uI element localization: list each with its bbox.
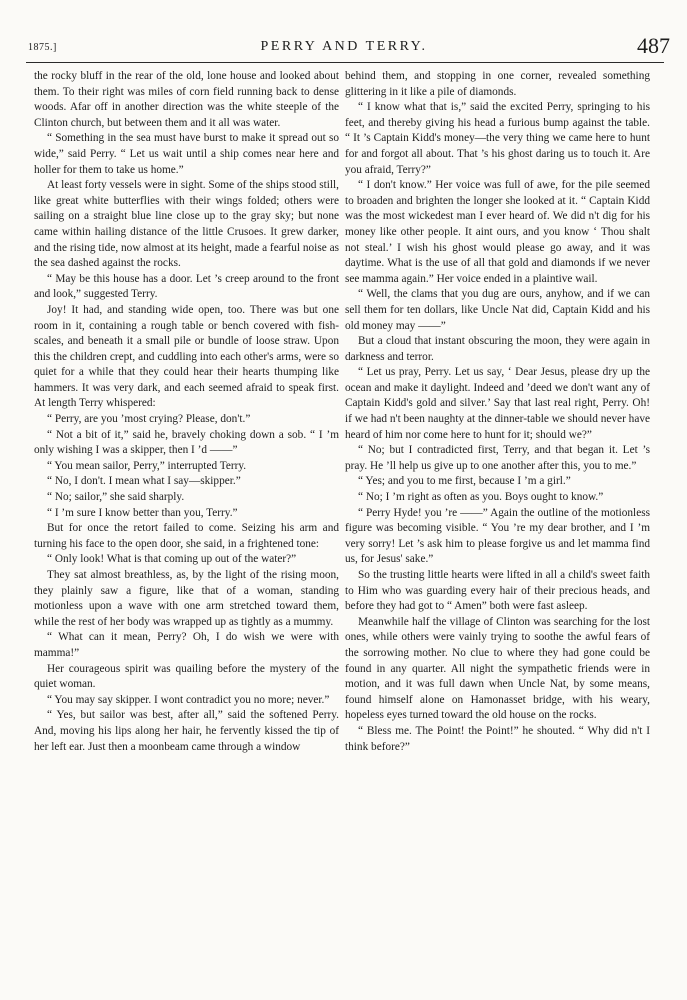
running-title: PERRY AND TERRY. <box>260 39 428 54</box>
paragraph: Joy! It had, and standing wide open, too. There was but one room in it, containing a rough table or bench covered with fish-scales, and beneath it a small pile or bundle of loose straw. Upon this the children crept, and cuddling into each other's arms, were so quiet for a while that they could hear their hearts thumping like hammers. It was very dark, and each seemed afraid to speak first. At length Terry whispered: <box>34 303 339 410</box>
right-column <box>345 69 650 755</box>
page-header <box>24 33 670 62</box>
paragraph: behind them, and stopping in one corner, revealed something glittering in it like a pile of diamonds. <box>345 70 650 98</box>
paragraph: But for once the retort failed to come. Seizing his arm and turning his face to the open door, she said, in a frightened tone: <box>34 522 339 550</box>
paragraph: At least forty vessels were in sight. Some of the ships stood still, like great white butterflies with their wings folded; others were sailing on a straight blue line close up to the gray sky; but none came within hailing distance of the little Crusoes. It grew darker, and the rising tide, now almost at its height, made a fearful noise as the sea dashed against the rocks. <box>34 179 339 270</box>
paragraph: “ May be this house has a door. Let ’s creep around to the front and look,” suggested Terry. <box>34 272 339 301</box>
paragraph: “ I know what that is,” said the excited Perry, springing to his feet, and thereby giving his head a furious bump against the table. “ It ’s Captain Kidd's money—the very thing we came here to hunt for and forgot all about. That ’s his ghost daring us to touch it. Are you afraid, Terry?” <box>345 101 650 176</box>
paragraph: “ I don't know.” Her voice was full of awe, for the pile seemed to broaden and brighten the longer she looked at it. “ Captain Kidd was the most wickedest man I ever heard of. We did n't dig for his money like other people. It aint ours, and you know ‘ Thou shalt not steal.’ I wish his ghost would please go away, and it was daytime. What is the use of all that gold and diamonds if we never see mamma again.” Her voice ended in a plaintive wail. <box>345 179 650 285</box>
paragraph: Meanwhile half the village of Clinton was searching for the lost ones, while others were vainly trying to soothe the awful fears of the sorrowing mother. No clue to where they had gone could be found in any quarter. All night the sympathetic friends were in motion, and it was full dawn when Uncle Nat, by some means, found himself alone on Hamonasset bridge, with his weary, hopeless eyes turned toward the old house on the rocks. <box>345 615 650 722</box>
paragraph: “ No, I don't. I mean what I say—skipper.” <box>47 475 241 488</box>
paragraph: “ Well, the clams that you dug are ours, anyhow, and if we can sell them for ten dollars, like Uncle Nat did, Captain Kidd and his old money may ——” <box>345 288 650 332</box>
paragraph: “ Perry Hyde! you ’re ——” Again the outline of the motionless figure was becoming visible. “ You ’re my dear brother, and I ’m very sorry! Let ’s ask him to please forgive us and let mamma find us, for Jesus' sake.” <box>345 506 650 566</box>
paragraph: “ Yes, but sailor was best, after all,” said the softened Perry. And, moving his lips along her hair, he fervently kissed the tip of her left ear. Just then a moonbeam came through a window <box>34 709 339 753</box>
page-number: 487 <box>637 33 670 58</box>
paragraph: “ Yes; and you to me first, because I ’m a girl.” <box>358 475 571 488</box>
left-column <box>34 69 339 755</box>
paragraph: “ You may say skipper. I wont contradict you no more; never.” <box>47 693 330 706</box>
paragraph: “ I ’m sure I know better than you, Terry.” <box>47 506 238 519</box>
paragraph: “ You mean sailor, Perry,” interrupted Terry. <box>47 459 247 472</box>
paragraph: So the trusting little hearts were lifted in all a child's sweet faith to Him who was guarding every hair of their precious heads, and before they had got to “ Amen” both were fast asleep. <box>345 569 650 613</box>
paragraph: “ Something in the sea must have burst to make it spread out so wide,” said Perry. “ Let us wait until a ship comes near here and holler for them to take us home.” <box>34 132 339 176</box>
paragraph: the rocky bluff in the rear of the old, lone house and looked about them. To their right was miles of corn field running back to dense woods. Afar off in another direction was the white steeple of the Clinton church, but between them and it all was water. <box>34 70 339 129</box>
paragraph: “ Not a bit of it,” said he, bravely choking down a sob. “ I ’m only wishing I was a skipper, then I ’d ——” <box>34 428 339 457</box>
paragraph: “ No; I ’m right as often as you. Boys ought to know.” <box>358 491 604 504</box>
paragraph: “ Perry, are you ’most crying? Please, don't.” <box>47 413 251 426</box>
paragraph: They sat almost breathless, as, by the light of the rising moon, they plainly saw a figure, like that of a woman, standing motionless upon a wave with one arm stretched toward them, while the rest of her body was wrapped up as tightly as a mummy. <box>34 569 339 628</box>
paragraph: “ No; but I contradicted first, Terry, and that began it. Let ’s pray. He ’ll help us give up to one another after this, you to me.” <box>345 444 650 472</box>
paragraph: But a cloud that instant obscuring the moon, they were again in darkness and terror. <box>345 335 650 363</box>
paragraph: Her courageous spirit was quailing before the mystery of the quiet woman. <box>34 662 339 691</box>
paragraph: “ Let us pray, Perry. Let us say, ‘ Dear Jesus, please dry up the ocean and make it daylight. Indeed and ’deed we don't want any of Captain Kidd's gold and silver.’ Say that last real right, Perry. Oh! if we had n't been naughty at the dinner-table we should never have heard of him nor come here to hunt for it; should we?” <box>345 366 650 441</box>
paragraph: “ No; sailor,” she said sharply. <box>47 491 185 504</box>
paragraph: “ Bless me. The Point! the Point!” he shouted. “ Why did n't I think before?” <box>345 724 650 753</box>
paragraph: “ Only look! What is that coming up out of the water?” <box>47 553 297 566</box>
paragraph: “ What can it mean, Perry? Oh, I do wish we were with mamma!” <box>34 631 339 659</box>
header-year: 1875.] <box>28 42 57 53</box>
header-rule <box>26 62 664 63</box>
